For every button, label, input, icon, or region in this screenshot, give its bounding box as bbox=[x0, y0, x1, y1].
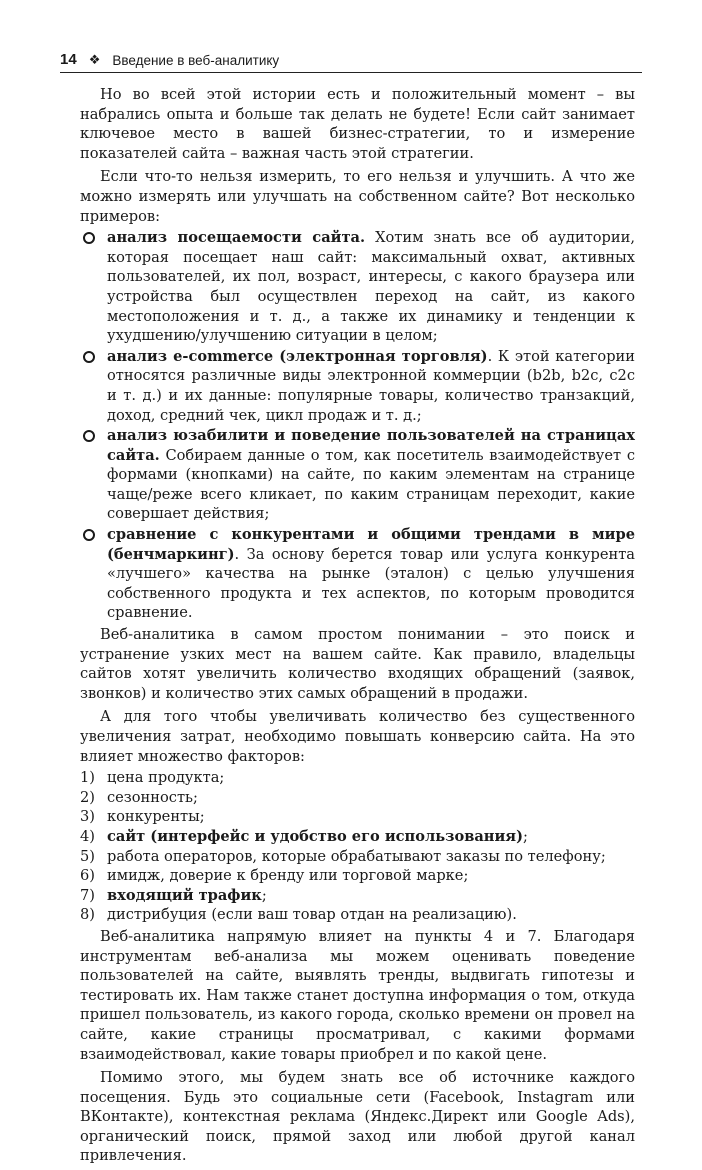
list-item bbox=[80, 347, 635, 425]
list-item bbox=[80, 788, 635, 808]
item-term: анализ e-commerce (электронная торговля) bbox=[107, 347, 488, 365]
paragraph: Веб-аналитика напрямую влияет на пункты 4 и 7. Благодаря инструментам веб-анализа мы можем оценивать поведение пользователей на сайте, выявлять тренды, выдвигать гипотезы и тестировать их. Нам также станет доступна информация о том, откуда пришел пользователь, из какого города, сколько времени он провел на сайте, какие страницы просматривал, с какими формами взаимодействовал, какие товары приобрел и по какой цене. bbox=[80, 927, 635, 1063]
item-text: Хотим знать все об аудитории, которая посещает наш сайт: максимальный охват, активных пользователей, их пол, возраст, интересы, с какого браузера или устройства был осуществлен переход на сайт, из какого местоположения и т. д., а также их динамику и тенденции к ухудшению/улучшению ситуации в целом; bbox=[107, 229, 635, 345]
item-number: 8) bbox=[80, 906, 95, 924]
circle-bullet-icon bbox=[83, 232, 95, 244]
item-number: 4) bbox=[80, 827, 95, 845]
paragraph: Но во всей этой истории есть и положительный момент – вы набрались опыта и больше так делать не будете! Если сайт занимает ключевое место в вашей бизнес-стратегии, то и измерение показателей сайта – важная часть этой стратегии. bbox=[80, 86, 635, 162]
chapter-title: Введение в веб-аналитику bbox=[112, 53, 280, 68]
item-number: 7) bbox=[80, 886, 95, 904]
list-item bbox=[80, 827, 635, 847]
item-term: сравнение с конкурентами и общими трендами в мире (бенчмаркинг) bbox=[107, 526, 635, 563]
circle-bullet-icon bbox=[83, 430, 95, 442]
list-item bbox=[80, 228, 635, 346]
item-number: 3) bbox=[80, 808, 95, 826]
factors-list bbox=[80, 768, 635, 925]
item-number: 6) bbox=[80, 867, 95, 885]
item-term: сайт (интерфейс и удобство его использования) bbox=[107, 827, 523, 845]
item-text: дистрибуция (если ваш товар отдан на реализацию). bbox=[107, 906, 517, 924]
list-item bbox=[80, 847, 635, 867]
list-item bbox=[80, 886, 635, 906]
item-number: 1) bbox=[80, 769, 95, 787]
item-text: . К этой категории относятся различные виды электронной коммерции (b2b, b2c, c2c и т. д.) и их данные: популярные товары, количество транзакций, доход, средний чек, цикл продаж и т. д.; bbox=[107, 347, 636, 424]
analysis-list bbox=[80, 228, 635, 623]
item-number: 2) bbox=[80, 788, 95, 806]
page-number: 14 bbox=[60, 51, 77, 68]
item-number: 5) bbox=[80, 847, 95, 865]
list-item bbox=[80, 525, 635, 623]
item-text: работа операторов, которые обрабатывают заказы по телефону; bbox=[107, 847, 606, 865]
item-text: Собираем данные о том, как посетитель взаимодействует с формами (кнопками) на сайте, по каким элементам на странице чаще/реже всего кликает, по каким страницам переходит, какие совершает действия; bbox=[107, 446, 635, 523]
circle-bullet-icon bbox=[83, 351, 95, 363]
item-term: анализ юзабилити и поведение пользователей на страницах сайта. bbox=[107, 427, 635, 464]
list-item bbox=[80, 905, 635, 925]
item-text: сезонность; bbox=[107, 788, 198, 806]
item-text: цена продукта; bbox=[107, 769, 225, 787]
paragraph: Веб-аналитика в самом простом понимании – это поиск и устранение узких мест на вашем сайте. Как правило, владельцы сайтов хотят увеличить количество входящих обращений (заявок, звонков) и количество этих самых обращений в продажи. bbox=[80, 626, 635, 702]
item-term: анализ посещаемости сайта. bbox=[107, 229, 366, 247]
item-term: входящий трафик bbox=[107, 886, 262, 904]
item-text: имидж, доверие к бренду или торговой марке; bbox=[107, 867, 469, 885]
running-header bbox=[60, 49, 642, 73]
list-item bbox=[80, 866, 635, 886]
page-body bbox=[80, 85, 635, 1170]
list-item bbox=[80, 426, 635, 524]
list-item bbox=[80, 807, 635, 827]
paragraph: Если что-то нельзя измерить, то его нельзя и улучшить. А что же можно измерять или улучшать на собственном сайте? Вот несколько примеров: bbox=[80, 168, 635, 225]
item-text: конкуренты; bbox=[107, 808, 205, 826]
item-text: ; bbox=[261, 886, 267, 904]
diamond-separator-icon: ❖ bbox=[88, 52, 101, 67]
list-item bbox=[80, 768, 635, 788]
item-text: . За основу берется товар или услуга конкурента «лучшего» качества на рынке (эталон) с целью улучшения собственного продукта и тех аспектов, по которым проводится сравнение. bbox=[107, 545, 635, 622]
item-text: ; bbox=[523, 827, 528, 845]
paragraph: А для того чтобы увеличивать количество без существенного увеличения затрат, необходимо повышать конверсию сайта. На это влияет множество факторов: bbox=[80, 708, 635, 765]
paragraph: Помимо этого, мы будем знать все об источнике каждого посещения. Будь это социальные сети (Facebook, Instagram или ВКонтакте), контекстная реклама (Яндекс.Директ или Google Ads), органический поиск, прямой заход или любой другой канал привлечения. bbox=[80, 1069, 635, 1165]
circle-bullet-icon bbox=[83, 529, 95, 541]
